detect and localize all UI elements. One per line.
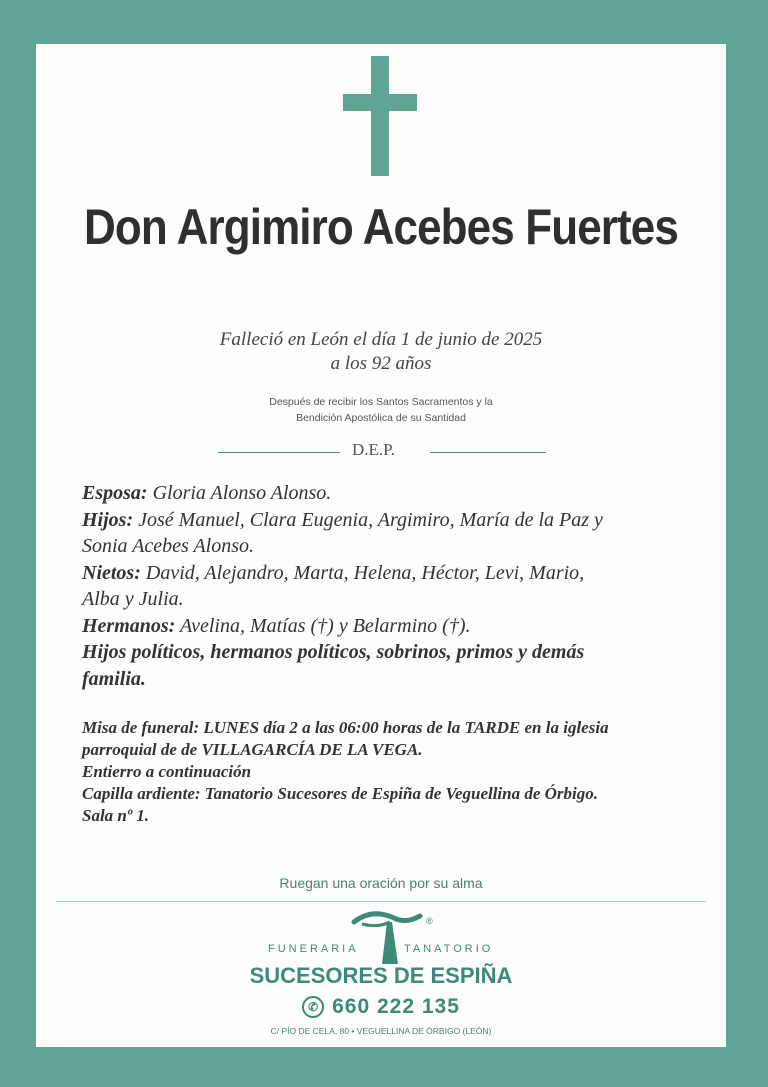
- funeraria-label: FUNERARIA: [268, 943, 359, 955]
- deceased-name: Don Argimiro Acebes Fuertes: [83, 199, 678, 255]
- room-number: Sala nº 1.: [82, 806, 149, 825]
- funeral-details: [82, 717, 712, 827]
- burial-note: Entierro a continuación: [82, 762, 252, 781]
- death-date: Falleció en León el día 1 de junio de 2025: [219, 329, 543, 350]
- family-grandchildren: [82, 560, 706, 587]
- family-children-cont: Sonia Acebes Alonso.: [82, 535, 255, 557]
- grandchildren-label: Nietos:: [82, 561, 141, 584]
- footer-divider: [56, 901, 706, 902]
- family-children: [82, 507, 706, 534]
- divider-line-right: [430, 452, 546, 453]
- prayer-request: Ruegan una oración por su alma: [279, 875, 483, 891]
- family-spouse: [82, 480, 706, 507]
- phone-number: 660 222 135: [332, 995, 460, 1018]
- sacraments-line-1: Después de recibir los Santos Sacramentos y la: [269, 396, 493, 408]
- funeral-parish: parroquial de de VILLAGARCÍA DE LA VEGA.: [82, 740, 423, 759]
- family-siblings: [82, 613, 706, 640]
- phone-row: [36, 995, 726, 1019]
- siblings-names: Avelina, Matías (†) y Belarmino (†).: [179, 614, 471, 637]
- siblings-label: Hermanos:: [82, 614, 176, 637]
- family-in-laws-cont: familia.: [82, 667, 146, 690]
- death-age: a los 92 años: [330, 353, 432, 374]
- sacraments-note: [36, 394, 726, 426]
- dep-label: D.E.P.: [352, 440, 395, 459]
- family-in-laws: Hijos políticos, hermanos políticos, sobrinos, primos y demás: [82, 641, 585, 663]
- obituary-sheet: [36, 44, 726, 1047]
- company-name: SUCESORES DE ESPIÑA: [249, 963, 513, 988]
- registered-mark: ®: [426, 916, 433, 926]
- company-address: C/ PÍO DE CELA, 80 • VEGUELLINA DE ÓRBIGO (LEÓN): [270, 1026, 492, 1036]
- dep-divider: [218, 440, 546, 464]
- family-list: [82, 480, 706, 692]
- phone-icon: ✆: [302, 996, 324, 1018]
- sacraments-line-2: Bendición Apostólica de su Santidad: [296, 412, 466, 424]
- spouse-name: Gloria Alonso Alonso.: [152, 482, 332, 504]
- divider-line-left: [218, 452, 340, 453]
- death-info: [36, 328, 726, 376]
- children-names-1: José Manuel, Clara Eugenia, Argimiro, María de la Paz y: [138, 508, 603, 531]
- cross-icon: [343, 56, 417, 176]
- chapel-info: Capilla ardiente: Tanatorio Sucesores de Espiña de Veguellina de Órbigo.: [82, 784, 599, 803]
- grandchildren-names-1: David, Alejandro, Marta, Helena, Héctor, Levi, Mario,: [145, 561, 585, 584]
- tanatorio-label: TANATORIO: [404, 943, 494, 955]
- family-grandchildren-cont: Alba y Julia.: [82, 588, 184, 610]
- funeral-mass: Misa de funeral: LUNES día 2 a las 06:00 horas de la TARDE en la iglesia: [82, 718, 609, 737]
- spouse-label: Esposa:: [82, 482, 148, 504]
- children-label: Hijos:: [82, 508, 134, 531]
